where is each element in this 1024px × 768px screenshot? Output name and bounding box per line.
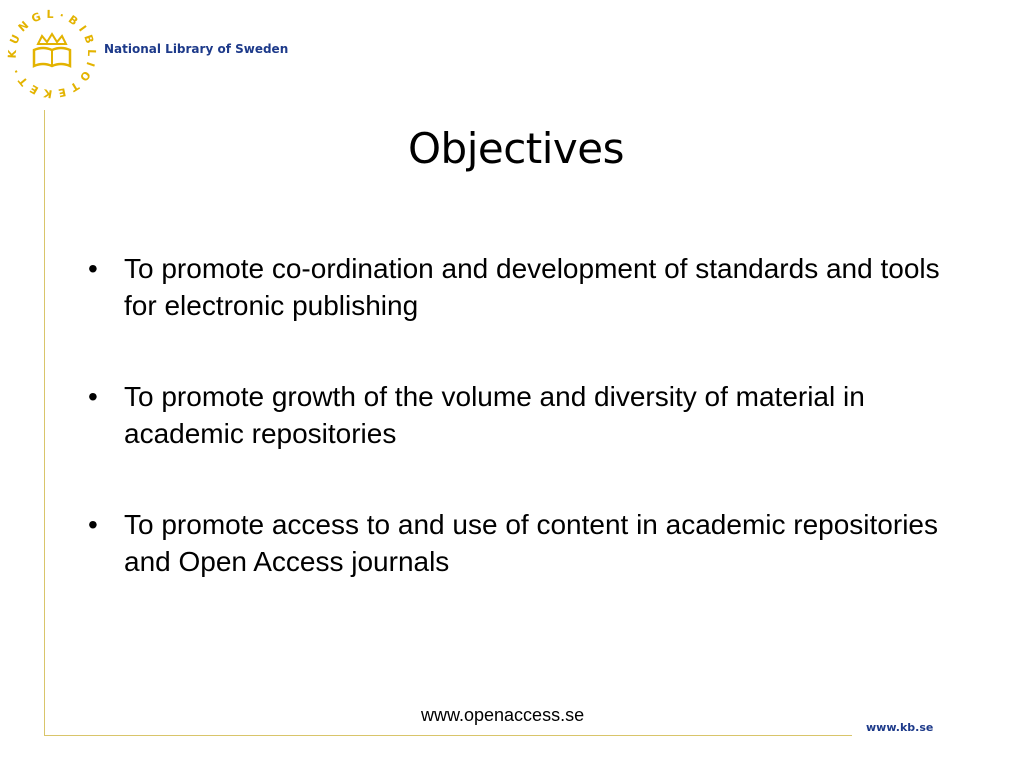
list-item [82,378,962,452]
crown-book-seal-icon [4,6,100,102]
bullet-text: To promote co-ordination and development of standards and tools for electronic publishing [124,253,940,321]
bullet-list [82,250,962,634]
organization-name: National Library of Sweden [104,42,289,56]
bullet-text: To promote access to and use of content in academic repositories and Open Access journals [124,509,938,577]
footer-url-link[interactable]: www.openaccess.se [421,705,585,725]
list-item [82,250,962,324]
list-item [82,506,962,580]
bullet-marker: • [88,381,98,412]
footer-site-link[interactable]: www.kb.se [866,721,934,734]
svg-text:KUNGL·BIBLIOTEKET·: KUNGL·BIBLIOTEKET· [5,7,99,101]
frame-horizontal-line [44,735,852,736]
library-seal-logo [4,6,100,102]
bullet-text: To promote growth of the volume and diversity of material in academic repositories [124,381,865,449]
bullet-marker: • [88,253,98,284]
frame-vertical-line [44,110,45,735]
bullet-marker: • [88,509,98,540]
slide-title: Objectives [407,124,625,173]
